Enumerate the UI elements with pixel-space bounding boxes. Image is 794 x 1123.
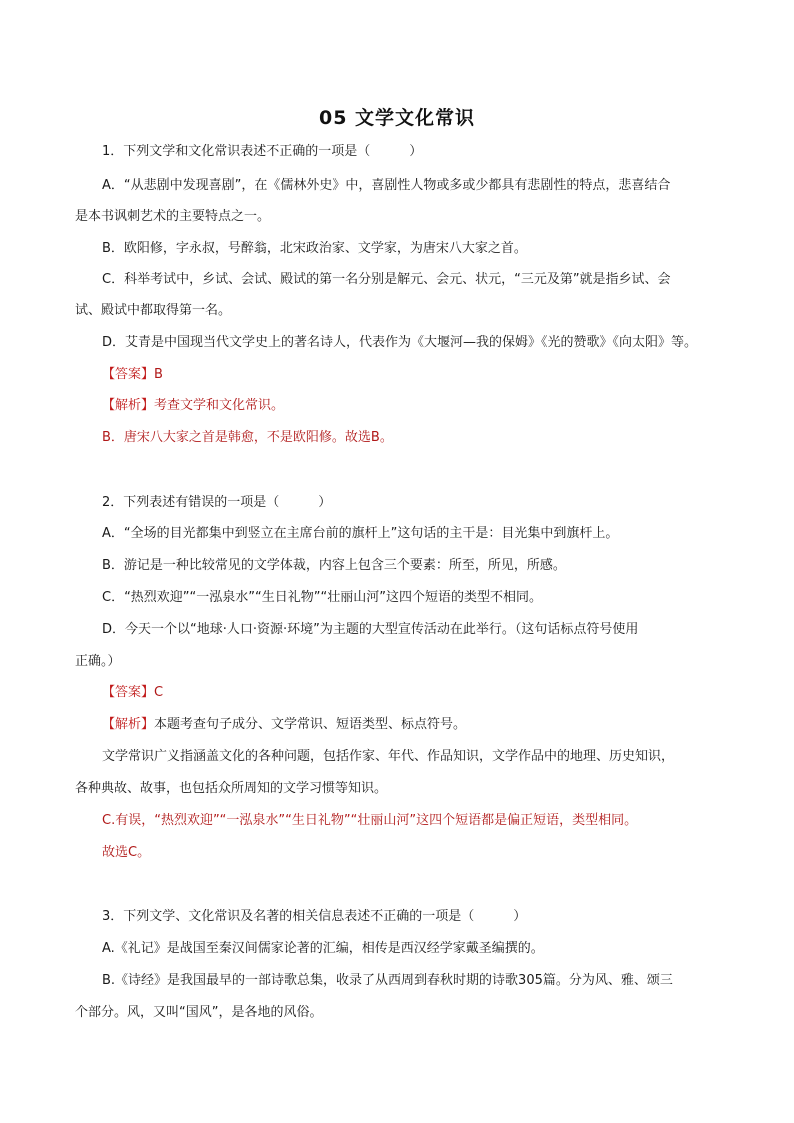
question-1-option-c-cont: 试、殿试中都取得第一名。 — [75, 303, 232, 318]
question-1-stem: 1．下列文学和文化常识表述不正确的一项是（ ） — [102, 144, 423, 159]
question-1-option-a-cont: 是本书讽刺艺术的主要特点之一。 — [75, 209, 271, 224]
analysis-tag: 【解析】 — [102, 717, 155, 732]
question-3-option-a: A.《礼记》是战国至秦汉间儒家论著的汇编，相传是西汉经学家戴圣编撰的。 — [102, 941, 544, 956]
answer-tag: 【答案】 — [102, 367, 155, 382]
question-1-analysis — [102, 397, 722, 415]
answer-value: C — [154, 685, 164, 700]
question-2-stem: 2．下列表述有错误的一项是（ ） — [102, 495, 332, 510]
question-2-paragraph: 文学常识广义指涵盖文化的各种问题，包括作家、年代、作品知识，文学作品中的地理、历史知识， — [102, 749, 675, 764]
question-1-option-b: B．欧阳修，字永叔，号醉翁，北宋政治家、文学家，为唐宋八大家之首。 — [102, 241, 527, 256]
question-3-option-b-cont: 个部分。风，又叫“国风”，是各地的风俗。 — [75, 1005, 323, 1020]
question-2-option-c: C．“热烈欢迎”“一泓泉水”“生日礼物”“壮丽山河”这四个短语的类型不相同。 — [102, 590, 542, 605]
question-1-option-d: D．艾青是中国现当代文学史上的著名诗人，代表作为《大堰河—我的保姆》《光的赞歌》《向太阳》等。 — [102, 335, 698, 350]
analysis-text: 本题考查句子成分、文学常识、短语类型、标点符号。 — [154, 717, 467, 732]
question-2-option-b: B．游记是一种比较常见的文学体裁，内容上包含三个要素：所至，所见，所感。 — [102, 558, 566, 573]
question-2-option-d-cont: 正确。） — [75, 654, 121, 669]
question-3-option-b: B.《诗经》是我国最早的一部诗歌总集，收录了从西周到春秋时期的诗歌305篇。分为风、雅、颂三 — [102, 973, 673, 988]
answer-value: B — [154, 367, 163, 382]
page-title: 05 文学文化常识 — [318, 107, 476, 129]
question-2-paragraph-cont: 各种典故、故事，也包括众所周知的文学习惯等知识。 — [75, 781, 388, 796]
question-2-option-d: D．今天一个以“地球·人口·资源·环境”为主题的大型宣传活动在此举行。（这句话标点符号使用 — [102, 622, 639, 637]
question-2-answer — [102, 684, 722, 702]
question-1-option-c: C．科举考试中，乡试、会试、殿试的第一名分别是解元、会元、状元，“三元及第”就是指乡试、会 — [102, 272, 671, 287]
question-2-explanation-cont: 故选C。 — [102, 845, 151, 860]
question-2-option-a: A．“全场的目光都集中到竖立在主席台前的旗杆上”这句话的主干是：目光集中到旗杆上。 — [102, 526, 619, 541]
question-2-explanation: C.有误，“热烈欢迎”“一泓泉水”“生日礼物”“壮丽山河”这四个短语都是偏正短语，类型相同。 — [102, 813, 638, 828]
question-1-answer — [102, 366, 722, 384]
answer-tag: 【答案】 — [102, 685, 155, 700]
question-2-analysis — [102, 716, 722, 734]
analysis-text: 考查文学和文化常识。 — [154, 398, 285, 413]
question-1-explanation: B．唐宋八大家之首是韩愈，不是欧阳修。故选B。 — [102, 430, 393, 445]
analysis-tag: 【解析】 — [102, 398, 155, 413]
question-1-option-a: A．“从悲剧中发现喜剧”，在《儒林外史》中，喜剧性人物或多或少都具有悲剧性的特点，悲喜结合 — [102, 178, 671, 193]
question-3-stem: 3．下列文学、文化常识及名著的相关信息表述不正确的一项是（ ） — [102, 909, 527, 924]
